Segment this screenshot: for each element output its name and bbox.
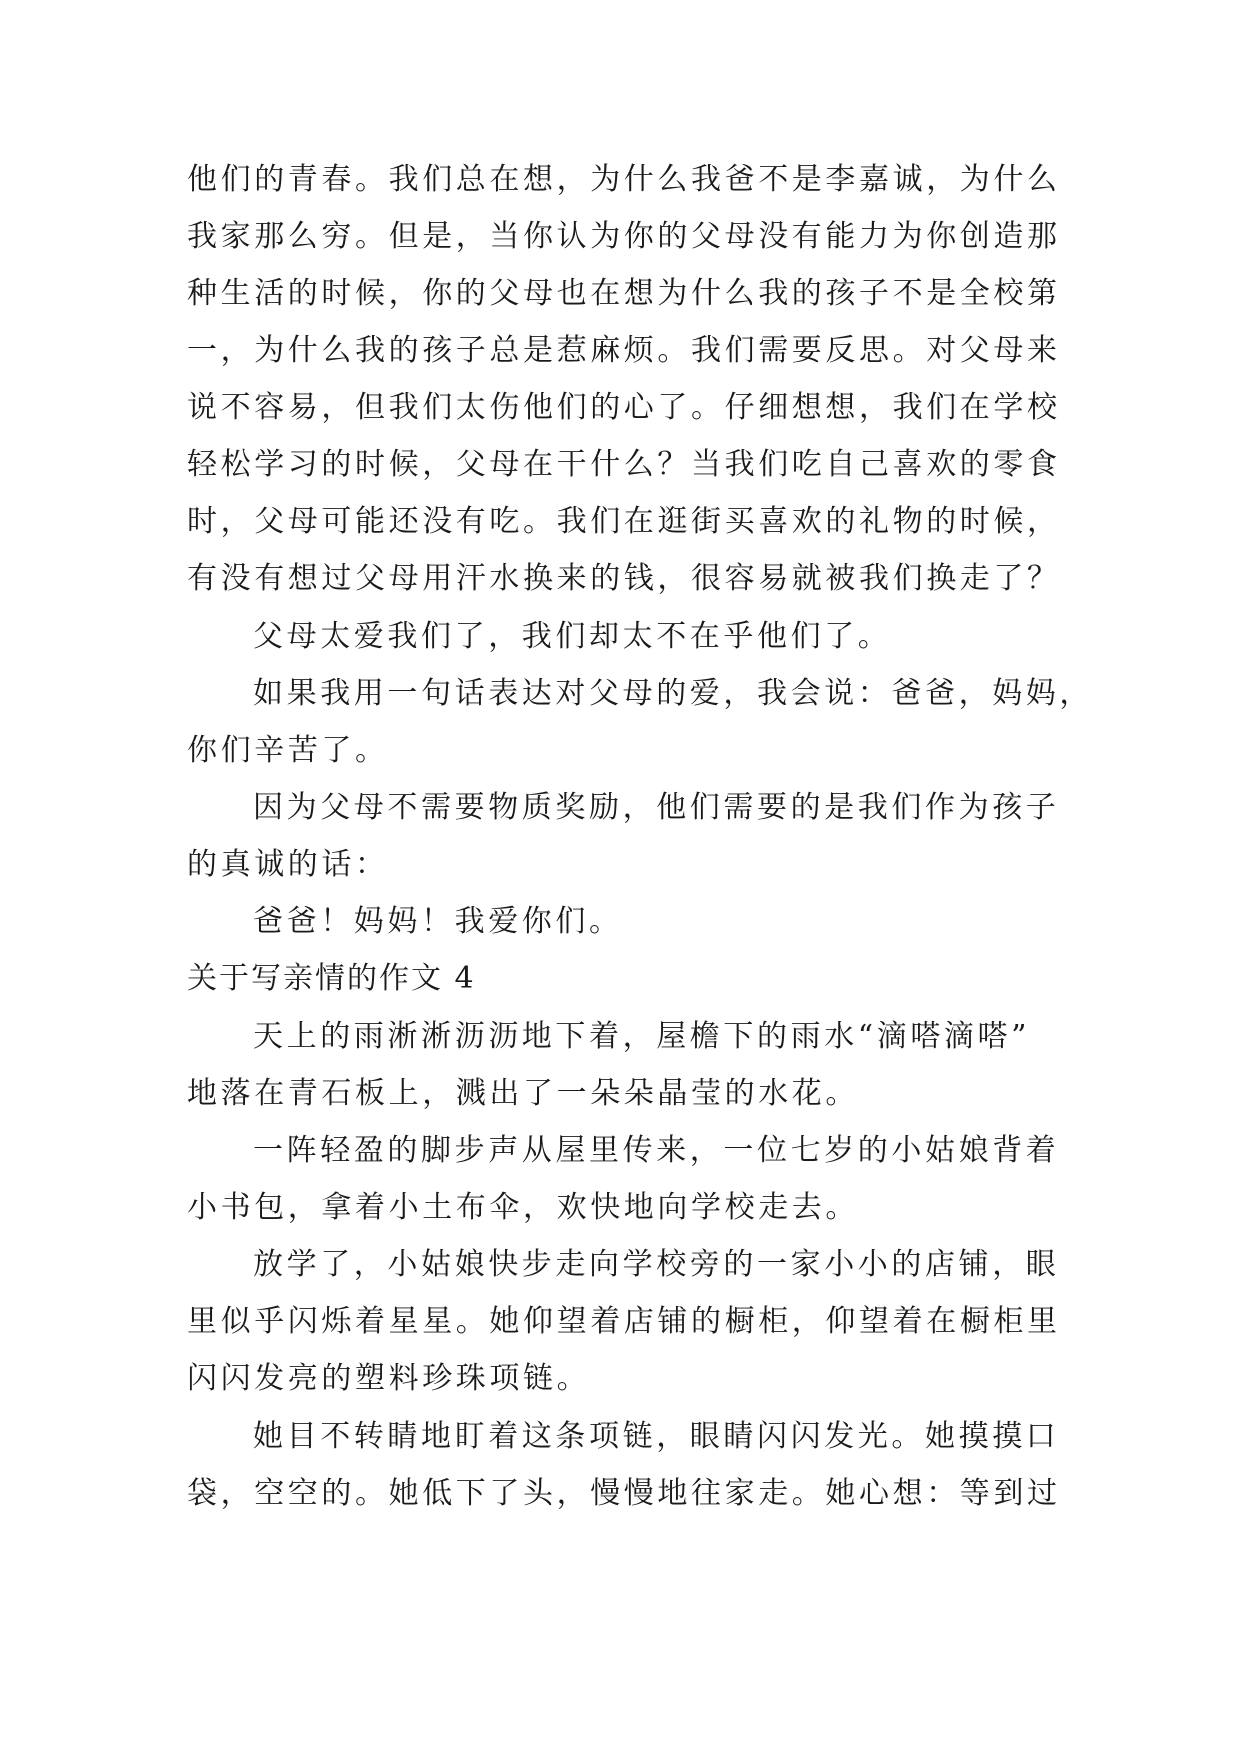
text-line: 有没有想过父母用汗水换来的钱，很容易就被我们换走了？ (187, 561, 1061, 596)
paragraph-line: 她目不转睛地盯着这条项链，眼睛闪闪发光。她摸摸口 (253, 1419, 1060, 1454)
text-line: 我家那么穷。但是，当你认为你的父母没有能力为你创造那 (187, 219, 1061, 254)
text-line: 小书包，拿着小土布伞，欢快地向学校走去。 (187, 1190, 859, 1225)
text-line: 时，父母可能还没有吃。我们在逛街买喜欢的礼物的时候， (187, 504, 1061, 539)
text-line: 轻松学习的时候，父母在干什么？当我们吃自己喜欢的零食 (187, 447, 1061, 482)
paragraph-line: 父母太爱我们了，我们却太不在乎他们了。 (253, 619, 892, 654)
paragraph-line: 如果我用一句话表达对父母的爱，我会说：爸爸，妈妈， (253, 676, 1093, 711)
text-line: 他们的青春。我们总在想，为什么我爸不是李嘉诚，为什么 (187, 162, 1061, 197)
paragraph-line: 一阵轻盈的脚步声从屋里传来，一位七岁的小姑娘背着 (253, 1133, 1060, 1168)
text-line: 袋，空空的。她低下了头，慢慢地往家走。她心想：等到过 (187, 1476, 1061, 1511)
section-heading: 关于写亲情的作文 4 (187, 961, 476, 996)
text-line: 种生活的时候，你的父母也在想为什么我的孩子不是全校第 (187, 276, 1061, 311)
text-line: 地落在青石板上，溅出了一朵朵晶莹的水花。 (187, 1076, 859, 1111)
text-line: 一，为什么我的孩子总是惹麻烦。我们需要反思。对父母来 (187, 333, 1061, 368)
text-line: 你们辛苦了。 (187, 733, 389, 768)
paragraph-line: 放学了，小姑娘快步走向学校旁的一家小小的店铺，眼 (253, 1247, 1060, 1282)
paragraph-line: 天上的雨淅淅沥沥地下着，屋檐下的雨水“滴嗒滴嗒” (253, 1019, 1031, 1054)
paragraph-line: 爸爸！妈妈！我爱你们。 (253, 904, 623, 939)
paragraph-line: 因为父母不需要物质奖励，他们需要的是我们作为孩子 (253, 790, 1060, 825)
text-line: 说不容易，但我们太伤他们的心了。仔细想想，我们在学校 (187, 390, 1061, 425)
text-line: 闪闪发亮的塑料珍珠项链。 (187, 1361, 591, 1396)
text-line: 里似乎闪烁着星星。她仰望着店铺的橱柜，仰望着在橱柜里 (187, 1304, 1061, 1339)
text-line: 的真诚的话： (187, 847, 389, 882)
